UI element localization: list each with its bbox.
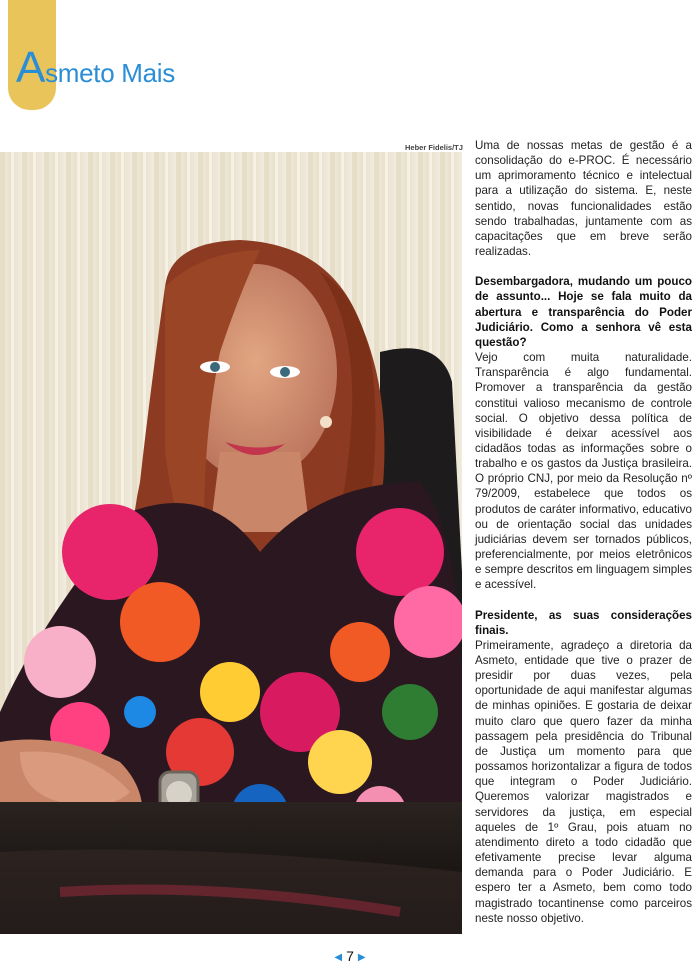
- interview-article: [475, 138, 692, 926]
- interview-answer: Vejo com muita naturalidade. Transparência é algo fundamental. Promover a transparência da gestão constitui valioso mecanismo de controle social. O objetivo dessa política de visibilidade é deixar acessível aos cidadãos todas as informações sobre o trabalho e os gastos da Justiça brasileira. O próprio CNJ, por meio da Resolução nº 79/2009, estabelece que todos os produtos de caráter informativo, educativo ou de orientação social das unidades judiciárias devem ser tornados públicos, preferencialmente, por meios eletrônicos e sempre descritos em linguagem simples e acessível.: [475, 351, 692, 592]
- section-title-rest: smeto Mais: [45, 58, 175, 88]
- page-number-footer: [0, 948, 700, 964]
- page-number: 7: [346, 948, 354, 964]
- interview-question: Desembargadora, mudando um pouco de assunto... Hoje se fala muito da abertura e transparência do Poder Judiciário. Como a senhora vê esta questão?: [475, 275, 692, 349]
- photo-credit: Heber Fidelis/TJ: [405, 143, 463, 152]
- portrait-photo: [0, 152, 462, 934]
- portrait-illustration: [0, 152, 462, 934]
- article-paragraph: Uma de nossas metas de gestão é a consolidação do e-PROC. É necessário um aprimoramento técnico e intelectual para a utilização do sistema. E, neste sentido, novas funcionalidades estão sendo trabalhadas, juntamente com as capacitações que em breve serão realizadas.: [475, 139, 692, 259]
- section-title-initial: A: [16, 43, 46, 92]
- interview-question: Presidente, as suas considerações finais.: [475, 608, 692, 637]
- triangle-left-icon: ◀: [334, 952, 343, 963]
- interview-answer: Primeiramente, agradeço a diretoria da Asmeto, entidade que tive o prazer de presidir por duas vezes, pela oportunidade de aqui manifestar algumas de minhas opiniões. E gostaria de deixar muito claro que quero fazer da minha passagem pela presidência do Tribunal de Justiça um momento para que possamos horizontalizar a figura de todos que integram o Poder Judiciário. Queremos valorizar magistrados e servidores da justiça, em especial aqueles de 1º Grau, pois atuam no atendimento direto a todo cidadão que efetivamente precise levar alguma demanda para o Poder Judiciário. E espero ter a Asmeto, bem como todo magistrado tocantinense como parceiros neste nosso objetivo.: [475, 638, 692, 925]
- triangle-right-icon: ▶: [357, 952, 366, 963]
- section-title: [16, 43, 175, 92]
